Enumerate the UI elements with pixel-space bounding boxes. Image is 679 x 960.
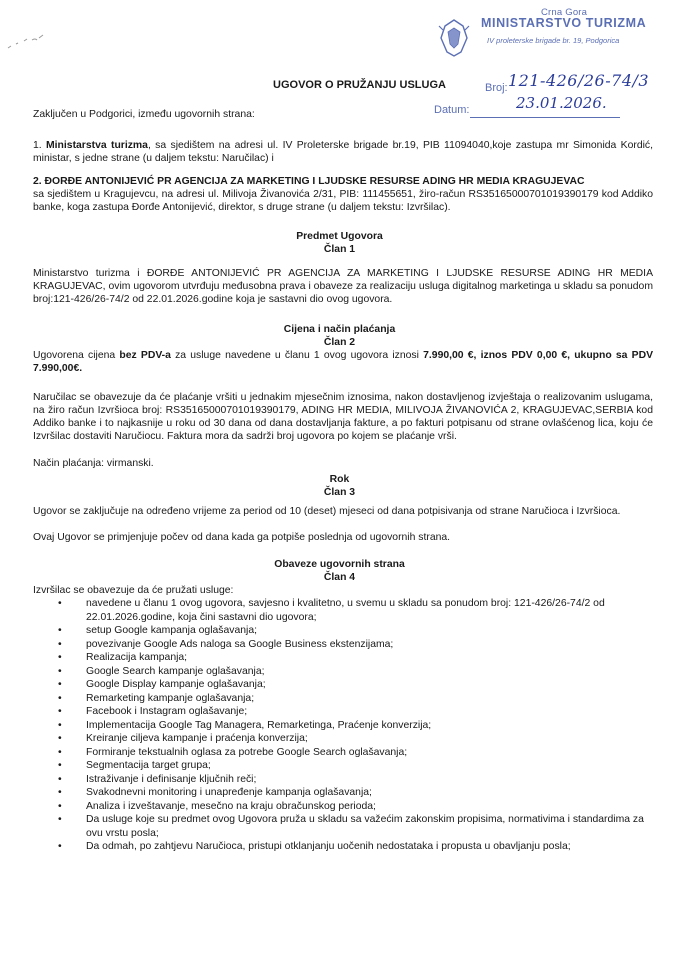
- section-4-title: Obaveze ugovornih strana: [274, 559, 405, 570]
- list-item-text: Svakodnevni monitoring i unapređenje kampanja oglašavanja;: [86, 787, 372, 798]
- section-1-clan: Član 1: [323, 244, 356, 255]
- list-item: [58, 705, 658, 719]
- bullet-icon: •: [58, 760, 62, 771]
- list-item: [58, 719, 658, 733]
- stamp-country: Crna Gora: [541, 7, 588, 18]
- stamp-datum-value: 23.01.2026.: [516, 94, 607, 112]
- stamp-address: IV proleterske brigade br. 19, Podgorica: [487, 36, 620, 45]
- list-item-text: povezivanje Google Ads naloga sa Google Business ekstenzijama;: [86, 638, 394, 650]
- bullet-icon: •: [58, 665, 62, 677]
- list-item-text: Da usluge koje su predmet ovog Ugovora pruža u skladu sa važećim zakonskim propisima, normativima i standardima za ovu vrstu posla;: [86, 814, 644, 839]
- stamp-broj-value: 121-426/26-74/3: [508, 71, 650, 90]
- bullet-icon: •: [58, 733, 62, 744]
- price-text-c: za usluge navedene u članu 1 ovog ugovora iznosi: [170, 350, 424, 361]
- party-2-heading: 2. ĐORĐE ANTONIJEVIĆ PR AGENCIJA ZA MARKETING I LJUDSKE RESURSE ADING HR MEDIA KRAGUJEVAC: [33, 176, 585, 187]
- section-3-text-2: Ovaj Ugovor se primjenjuje počev od dana kada ga potpiše poslednja od ugovornih strana.: [33, 532, 451, 543]
- list-item-text: Remarketing kampanje oglašavanja;: [86, 692, 255, 704]
- list-item: [58, 800, 658, 814]
- price-amount: 7.990,00 €, iznos PDV 0,00 €, ukupno sa PDV 7.990,00€.: [33, 350, 654, 374]
- list-item-text: Implementacija Google Tag Managera, Remarketinga, Praćenje konverzija;: [86, 719, 432, 731]
- party-1-name: Ministarstva turizma: [46, 140, 148, 151]
- list-item: [58, 678, 658, 692]
- bullet-icon: •: [58, 746, 62, 758]
- section-2-price: [33, 349, 653, 375]
- document-title: [0, 79, 679, 92]
- bullet-icon: •: [58, 706, 62, 717]
- bullet-icon: •: [58, 800, 62, 812]
- party-2-text: sa sjedištem u Kragujevcu, na adresi ul. Milivoja Živanovića 2/31, PIB: 111455651, žiro-račun RS35165000701019390179 kod Addiko banke, koga zastupa Đorđe Antonijević, direktor, s druge strane (u daljem tekstu: Izvršilac).: [33, 189, 653, 213]
- stamp-broj-label: Broj:: [485, 82, 508, 94]
- list-item: [58, 786, 658, 800]
- list-item-text: Google Display kampanje oglašavanja;: [86, 679, 266, 690]
- list-item-text: Segmentacija target grupa;: [86, 760, 211, 771]
- list-item: [58, 732, 658, 746]
- party-1-number: 1.: [33, 140, 47, 151]
- list-item-text: navedene u članu 1 ovog ugovora, savjesno i kvalitetno, u svemu u skladu sa ponudom broj: 121-426/26-74/2 od 22.01.2026.godine, koja čini sastavni dio ugovora;: [86, 598, 605, 623]
- registry-stamp: [437, 4, 667, 74]
- list-item-text: Kreiranje ciljeva kampanje i praćenja konverzija;: [86, 733, 308, 744]
- coat-of-arms-icon: [437, 18, 471, 58]
- price-text-a: Ugovorena cijena: [33, 350, 120, 361]
- bullet-icon: •: [58, 841, 62, 852]
- list-item: [58, 692, 658, 706]
- section-3-text-1: Ugovor se zaključuje na određeno vrijeme za period od 10 (deset) mjeseci od dana potpisivanja od strane Naručioca i Izvršioca.: [33, 506, 621, 517]
- list-item-text: Formiranje tekstualnih oglasa za potrebe Google Search oglašavanja;: [86, 746, 408, 758]
- list-item: [58, 624, 658, 638]
- bullet-icon: •: [58, 652, 62, 663]
- section-1-title: Predmet Ugovora: [296, 231, 383, 242]
- bullet-icon: •: [58, 773, 62, 785]
- party-1-text: , sa sjedištem na adresi ul. IV Proleterske brigade br.19, PIB 11094040,koje zastupa mr Simonida Kordić, ministar, s jedne strane (u daljem tekstu: Naručilac) i: [33, 140, 653, 164]
- list-item: [58, 840, 658, 854]
- stamp-datum-label: Datum:: [434, 104, 470, 116]
- list-item-text: Analiza i izveštavanje, mesečno na kraju obračunskog perioda;: [86, 800, 376, 812]
- list-item: [58, 651, 658, 665]
- section-3-clan: Član 3: [323, 487, 356, 498]
- list-item-text: Realizacija kampanja;: [86, 652, 188, 663]
- list-item-text: Istraživanje i definisanje ključnih reči;: [86, 773, 257, 785]
- bullet-icon: •: [58, 692, 62, 704]
- bullet-icon: •: [58, 719, 62, 731]
- section-1-text: Ministarstvo turizma i ĐORĐE ANTONIJEVIĆ PR AGENCIJA ZA MARKETING I LJUDSKE RESURSE ADING HR MEDIA KRAGUJEVAC, ovim ugovorom utvrđuju međusobna prava i obaveze za realizaciju usluga digitalnog marketinga u skladu sa ponudom broj:121-426/26-74/2 od 22.01.2026.godine koja je sastavni dio ovog ugovora.: [33, 268, 653, 305]
- section-2-clan: Član 2: [323, 337, 356, 348]
- intro-text: Zaključen u Podgorici, između ugovornih strana:: [33, 109, 255, 120]
- margin-scribble: [6, 32, 46, 54]
- section-2-title: Cijena i način plaćanja: [283, 324, 396, 335]
- list-item-text: Facebook i Instagram oglašavanje;: [86, 706, 248, 717]
- bullet-icon: •: [58, 679, 62, 690]
- section-4-intro: Izvršilac se obavezuje da će pružati usluge:: [33, 585, 234, 596]
- list-item-text: Google Search kampanje oglašavanja;: [86, 665, 265, 677]
- section-2-method: Način plaćanja: virmanski.: [33, 458, 154, 469]
- list-item: [58, 759, 658, 773]
- list-item: [58, 597, 658, 624]
- document-title-text: UGOVOR O PRUŽANJU USLUGA: [273, 79, 446, 91]
- list-item: [58, 746, 658, 760]
- list-item-text: Da odmah, po zahtjevu Naručioca, pristupi otklanjanju uočenih nedostataka i propusta u obavljanju posla;: [86, 841, 571, 852]
- list-item: [58, 665, 658, 679]
- list-item: [58, 773, 658, 787]
- party-1: [33, 139, 653, 165]
- bullet-icon: •: [58, 598, 62, 609]
- section-3-title: Rok: [329, 474, 350, 485]
- stamp-ministry: MINISTARSTVO TURIZMA: [481, 16, 647, 30]
- list-item: [58, 638, 658, 652]
- price-text-b: bez PDV-a: [119, 350, 171, 361]
- bullet-icon: •: [58, 625, 62, 636]
- bullet-icon: •: [58, 638, 62, 650]
- bullet-icon: •: [58, 787, 62, 798]
- bullet-icon: •: [58, 814, 62, 825]
- section-2-payment: Naručilac se obavezuje da će plaćanje vršiti u jednakim mjesečnim iznosima, nakon dostavljenog izvještaja o realizovanim uslugama, na žiro račun Izvršioca broj: RS35165000701019390179, ADING HR MEDIA, MILIVOJA ŽIVANOVIĆA 2, KRAGUJEVAC,SERBIA kod Addiko banke i to najkasnije u roku od 30 dana od dana dostavljanja fakture, a po fakturi potpisanu od strane ovlašćenog lica, koju će Izvršilac dostaviti Naručiocu. Faktura mora da sadrži broj ugovora po kojem se plaćanje vrši.: [33, 392, 653, 442]
- obligations-list: [58, 597, 658, 854]
- list-item: [58, 813, 658, 840]
- list-item-text: setup Google kampanja oglašavanja;: [86, 625, 257, 636]
- section-4-clan: Član 4: [323, 572, 356, 583]
